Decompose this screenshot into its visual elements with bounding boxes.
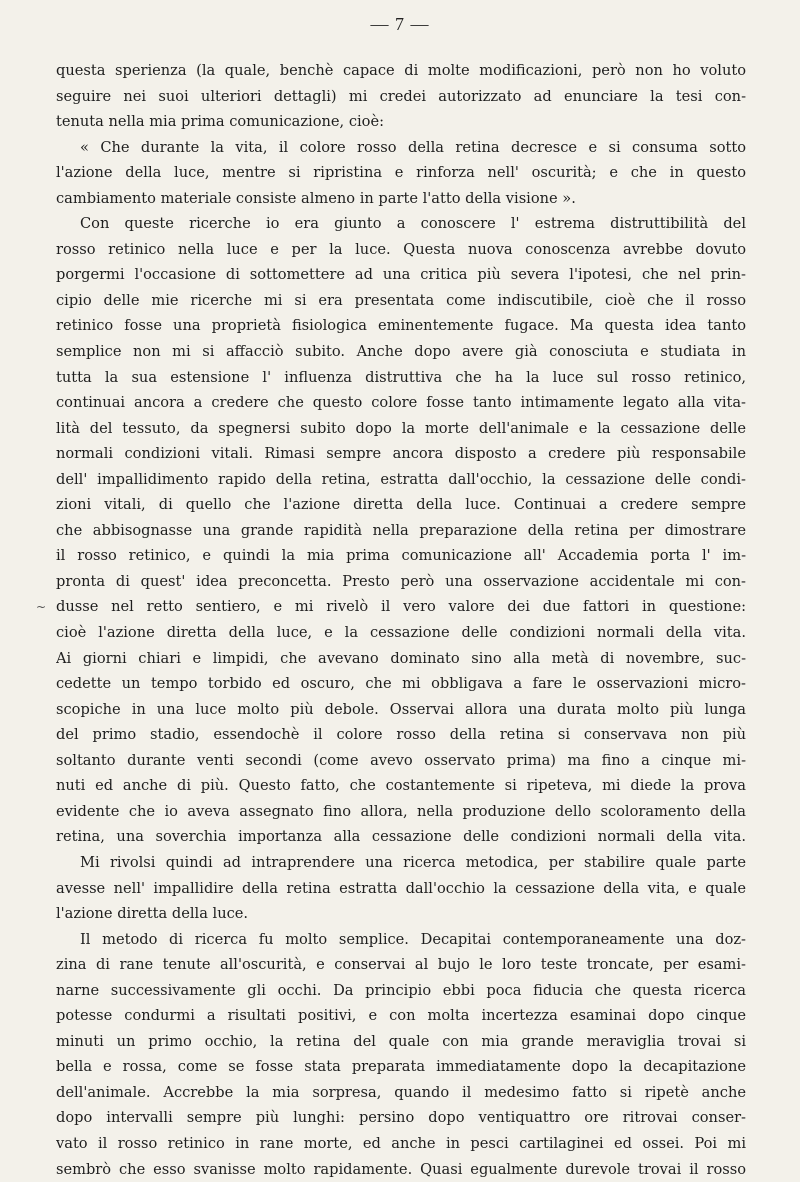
text-line: retinico fosse una proprietà fisiologica eminentemente fugace. Ma questa idea tanto <box>56 317 746 335</box>
text-line: l'azione della luce, mentre si ripristina e rinforza nell' oscurità; e che in questo <box>56 164 746 182</box>
text-line: avesse nell' impallidire della retina estratta dall'occhio la cessazione della vita, e quale <box>56 879 746 897</box>
text-line: cambiamento materiale consiste almeno in parte l'atto della visione ». <box>56 189 576 207</box>
text-line: lità del tessuto, da spegnersi subito dopo la morte dell'animale e la cessazione delle <box>56 419 746 437</box>
text-line: scopiche in una luce molto più debole. Osservai allora una durata molto più lunga <box>56 700 746 718</box>
text-line: vato il rosso retinico in rane morte, ed anche in pesci cartilaginei ed ossei. Poi mi <box>56 1134 746 1152</box>
text-line: il rosso retinico, e quindi la mia prima comunicazione all' Accademia porta l' im- <box>56 547 746 565</box>
text-line: questa sperienza (la quale, benchè capace di molte modificazioni, però non ho voluto <box>56 62 746 79</box>
text-line: sembrò che esso svanisse molto rapidamente. Quasi egualmente durevole trovai il rosso <box>56 1160 746 1178</box>
text-line: dell' impallidimento rapido della retina, estratta dall'occhio, la cessazione delle condi- <box>56 470 746 488</box>
text-line: cioè l'azione diretta della luce, e la cessazione delle condizioni normali della vita. <box>56 624 746 642</box>
text-line: continuai ancora a credere che questo colore fosse tanto intimamente legato alla vita- <box>56 394 746 412</box>
text-line: pronta di quest' idea preconcetta. Presto però una osservazione accidentale mi con- <box>56 572 746 590</box>
text-line: Il metodo di ricerca fu molto semplice. Decapitai contemporaneamente una doz- <box>80 930 746 948</box>
text-line: zina di rane tenute all'oscurità, e conservai al bujo le loro teste troncate, per esami- <box>56 956 746 974</box>
text-line: « Che durante la vita, il colore rosso della retina decresce e si consuma sotto <box>80 138 746 156</box>
text-line: cedette un tempo torbido ed oscuro, che mi obbligava a fare le osservazioni micro- <box>56 675 746 693</box>
text-line: l'azione diretta della luce. <box>56 905 249 923</box>
text-line: che abbisognasse una grande rapidità nella preparazione della retina per dimostrare <box>56 521 746 539</box>
text-line: dell'animale. Accrebbe la mia sorpresa, quando il medesimo fatto si ripetè anche <box>56 1083 746 1101</box>
text-line: zioni vitali, di quello che l'azione diretta della luce. Continuai a credere sempre <box>56 496 746 514</box>
text-line: porgermi l'occasione di sottomettere ad una critica più severa l'ipotesi, che nel prin- <box>56 266 746 284</box>
margin-mark: ~ <box>36 600 47 614</box>
text-line: dopo intervalli sempre più lunghi: persino dopo ventiquattro ore ritrovai conser- <box>56 1109 746 1127</box>
text-line: semplice non mi si affacciò subito. Anche dopo avere già conosciuta e studiata in <box>56 343 746 361</box>
text-line: tenuta nella mia prima comunicazione, cioè: <box>56 113 384 131</box>
text-line: Con queste ricerche io era giunto a conoscere l' estrema distruttibilità del <box>80 215 746 233</box>
text-line: retina, una soverchia importanza alla cessazione delle condizioni normali della vita. <box>56 828 746 846</box>
text-line: potesse condurmi a risultati positivi, e con molta incertezza esaminai dopo cinque <box>56 1007 746 1025</box>
text-line: narne successivamente gli occhi. Da principio ebbi poca fiducia che questa ricerca <box>56 981 746 999</box>
page-number: — 7 — <box>370 14 430 34</box>
text-line: rosso retinico nella luce e per la luce. Questa nuova conoscenza avrebbe dovuto <box>56 240 746 258</box>
text-line: Ai giorni chiari e limpidi, che avevano dominato sino alla metà di novembre, suc- <box>56 649 746 667</box>
text-line: tutta la sua estensione l' influenza distruttiva che ha la luce sul rosso retinico, <box>56 368 746 386</box>
text-line: evidente che io aveva assegnato fino allora, nella produzione dello scoloramento della <box>56 802 746 820</box>
text-line: Mi rivolsi quindi ad intraprendere una ricerca metodica, per stabilire quale parte <box>80 853 746 871</box>
text-line: seguire nei suoi ulteriori dettagli) mi credei autorizzato ad enunciare la tesi con- <box>56 87 746 105</box>
text-line: dusse nel retto sentiero, e mi rivelò il vero valore dei due fattori in questione: <box>56 598 746 616</box>
text-line: normali condizioni vitali. Rimasi sempre ancora disposto a credere più responsabile <box>56 445 746 463</box>
text-line: bella e rossa, come se fosse stata preparata immediatamente dopo la decapitazione <box>56 1058 746 1076</box>
text-line: nuti ed anche di più. Questo fatto, che costantemente si ripeteva, mi diede la prova <box>56 777 746 795</box>
text-line: cipio delle mie ricerche mi si era presentata come indiscutibile, cioè che il rosso <box>56 291 746 309</box>
text-line: minuti un primo occhio, la retina del quale con mia grande meraviglia trovai si <box>56 1032 746 1050</box>
text-line: del primo stadio, essendochè il colore rosso della retina si conservava non più <box>56 726 746 744</box>
text-line: soltanto durante venti secondi (come avevo osservato prima) ma fino a cinque mi- <box>56 751 746 769</box>
body-text <box>56 58 746 1182</box>
